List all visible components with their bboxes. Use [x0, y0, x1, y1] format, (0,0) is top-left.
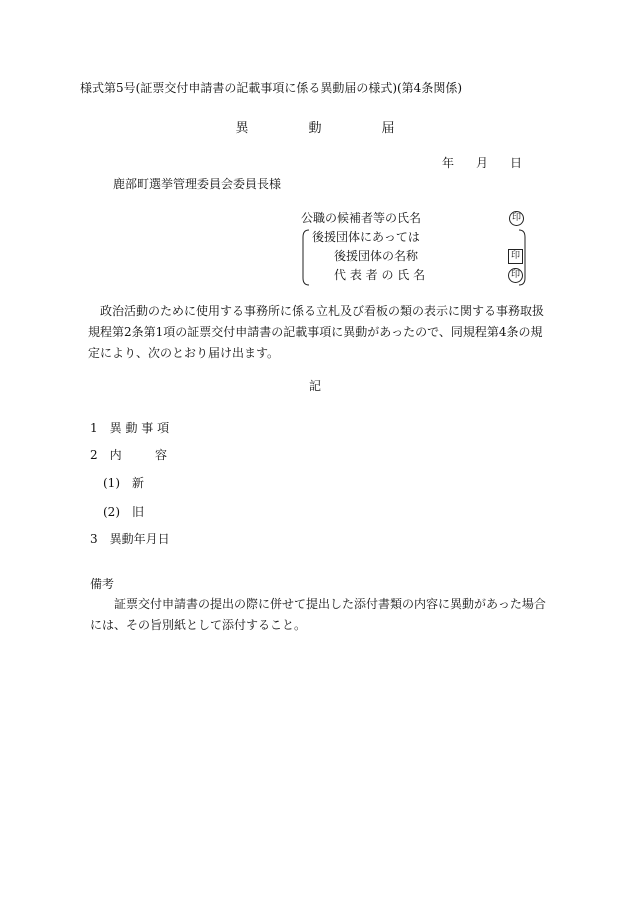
date-day: 日 [510, 156, 523, 170]
candidate-name-label: 公職の候補者等の氏名 [301, 211, 422, 225]
representative-name-label: 代 表 者 の 氏 名 [334, 268, 426, 282]
title-char-3: 届 [381, 121, 395, 136]
support-group-note: 後援団体にあっては [312, 230, 420, 244]
item-change-matter: 1 異 動 事 項 [90, 421, 170, 435]
seal-mark-group: 印 [508, 249, 523, 264]
document-title [0, 121, 630, 137]
remarks-text: 証票交付申請書の提出の際に併せて提出した添付書類の内容に異動があった場合には、その旨別紙として添付すること。 [90, 597, 546, 632]
form-title: 様式第5号(証票交付申請書の記載事項に係る異動届の様式)(第4条関係) [80, 81, 462, 95]
title-char-1: 異 [235, 121, 249, 136]
item-change-date: 3 異動年月日 [90, 532, 170, 546]
title-char-2: 動 [308, 121, 322, 136]
item-contents-tail: 容 [155, 448, 168, 462]
item-contents: 2 内 [90, 448, 122, 462]
body-paragraph: 政治活動のために使用する事務所に係る立札及び看板の類の表示に関する事務取扱規程第2条第1項の証票交付申請書の記載事項に異動があったので、同規程第4条の規定により、次のとおり届け出ます。 [88, 304, 545, 360]
subitem-old: (2) 旧 [103, 505, 144, 519]
group-name-label: 後援団体の名称 [334, 249, 419, 263]
addressee: 鹿部町選挙管理委員会委員長様 [113, 177, 282, 191]
seal-mark-representative: 印 [508, 268, 523, 283]
ki-heading: 記 [308, 379, 321, 393]
date-year: 年 [442, 156, 455, 170]
date-month: 月 [476, 156, 489, 170]
date-line [442, 155, 522, 171]
left-bracket [302, 229, 310, 286]
seal-mark-candidate: 印 [509, 211, 524, 226]
subitem-new: (1) 新 [103, 476, 144, 490]
remarks-heading: 備考 [90, 577, 115, 591]
